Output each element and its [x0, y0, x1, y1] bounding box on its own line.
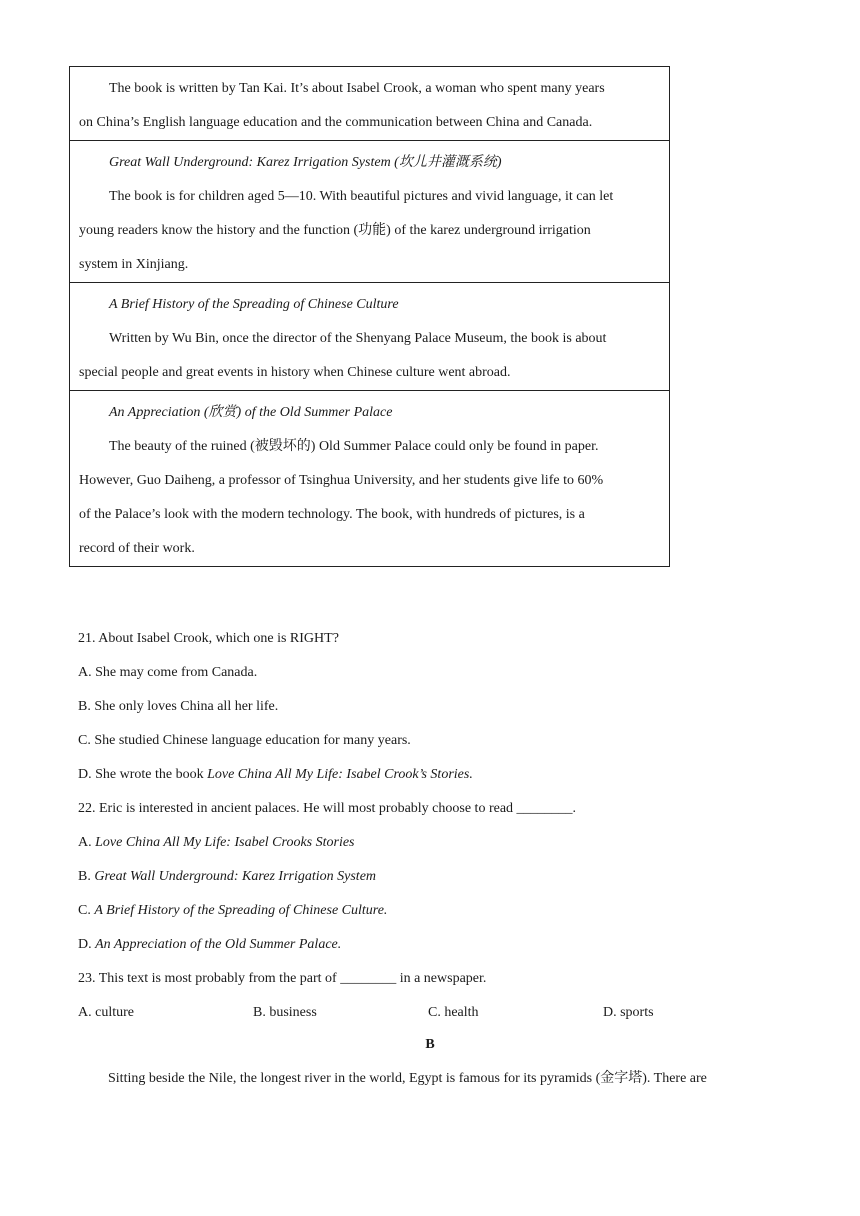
book-2-desc-line-1: The book is for children aged 5—10. With beautiful pictures and vivid language, it can let — [109, 189, 614, 204]
book-4-desc-line-2: However, Guo Daiheng, a professor of Tsinghua University, and her students give life to 60% — [79, 473, 604, 488]
questions-area — [78, 622, 778, 1030]
book-3-desc-line-1: Written by Wu Bin, once the director of the Shenyang Palace Museum, the book is about — [109, 331, 607, 346]
q22-option-a — [78, 826, 778, 860]
q22-option-d — [78, 928, 778, 962]
book-1-desc-line-2: on China’s English language education and the communication between China and Canada. — [79, 115, 593, 130]
q21-option-d — [78, 758, 778, 792]
q23-options — [78, 996, 778, 1030]
book-3-title: A Brief History of the Spreading of Chinese Culture — [109, 297, 399, 312]
q23-option-d: D. sports — [603, 1005, 654, 1020]
book-4-desc-line-1: The beauty of the ruined (被毁坏的) Old Summer Palace could only be found in paper. — [109, 439, 599, 454]
q21-option-d-title: Love China All My Life: Isabel Crook’s Stories. — [207, 767, 473, 782]
q21-option-d-prefix: D. She wrote the book — [78, 767, 208, 782]
q21-option-c: C. She studied Chinese language education for many years. — [78, 733, 411, 748]
q22-option-b-prefix: B. — [78, 869, 95, 884]
book-1-desc-line-1: The book is written by Tan Kai. It’s about Isabel Crook, a woman who spent many years — [109, 81, 605, 96]
q23-option-b: B. business — [253, 1005, 317, 1020]
q22-stem: 22. Eric is interested in ancient palaces. He will most probably choose to read ________. — [78, 801, 577, 816]
q22-option-c-title: A Brief History of the Spreading of Chinese Culture. — [94, 903, 388, 918]
q23-stem: 23. This text is most probably from the part of ________ in a newspaper. — [78, 971, 487, 986]
book-4-title: An Appreciation (欣赏) of the Old Summer Palace — [109, 405, 393, 420]
q22-option-a-prefix: A. — [78, 835, 96, 850]
book-3-desc-line-2: special people and great events in history when Chinese culture went abroad. — [79, 365, 511, 380]
q22-option-c — [78, 894, 778, 928]
book-cell-4 — [70, 391, 669, 567]
q22-option-b — [78, 860, 778, 894]
book-2-desc-line-2: young readers know the history and the function (功能) of the karez underground irrigation — [79, 223, 591, 238]
q23-option-a: A. culture — [78, 1005, 134, 1020]
book-2-title: Great Wall Underground: Karez Irrigation System (坎儿井灌溉系统) — [109, 155, 502, 170]
q22-option-d-prefix: D. — [78, 937, 96, 952]
book-4-desc-line-4: record of their work. — [79, 541, 195, 556]
book-cell-3 — [70, 283, 669, 391]
q21-option-b: B. She only loves China all her life. — [78, 699, 279, 714]
q22-option-a-title: Love China All My Life: Isabel Crooks Stories — [95, 835, 355, 850]
book-cell-1 — [70, 67, 669, 141]
q23-option-c: C. health — [428, 1005, 479, 1020]
q22-option-c-prefix: C. — [78, 903, 95, 918]
section-b-paragraph: Sitting beside the Nile, the longest river in the world, Egypt is famous for its pyramids (金字塔). There are — [108, 1071, 707, 1086]
book-cell-2 — [70, 141, 669, 283]
q22-option-b-title: Great Wall Underground: Karez Irrigation System — [94, 869, 377, 884]
section-b-heading: B — [425, 1037, 435, 1052]
q21-option-a: A. She may come from Canada. — [78, 665, 258, 680]
q22-option-d-title: An Appreciation of the Old Summer Palace. — [95, 937, 342, 952]
book-4-desc-line-3: of the Palace’s look with the modern technology. The book, with hundreds of pictures, is a — [79, 507, 585, 522]
q21-stem: 21. About Isabel Crook, which one is RIGHT? — [78, 631, 339, 646]
book-table — [69, 66, 670, 567]
book-2-desc-line-3: system in Xinjiang. — [79, 257, 189, 272]
